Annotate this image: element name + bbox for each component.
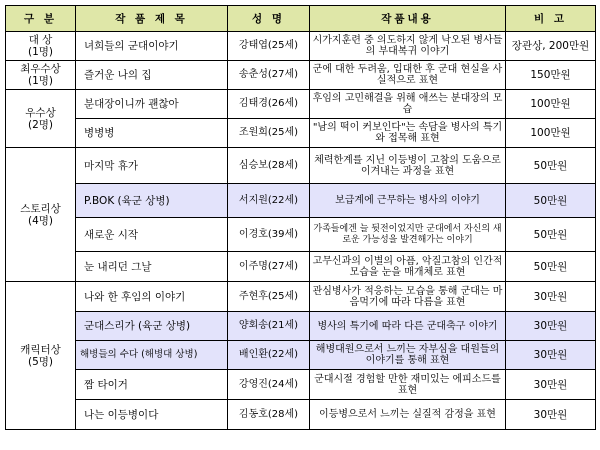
work-content: 이등병으로서 느끼는 실질적 감정을 표현 xyxy=(310,400,506,430)
author-name: 김동호(28세) xyxy=(228,400,310,430)
author-name: 강영진(24세) xyxy=(228,370,310,400)
prize-note: 150만원 xyxy=(506,61,596,90)
table-row xyxy=(6,341,596,370)
author-name: 김태경(26세) xyxy=(228,90,310,119)
header-row xyxy=(6,6,596,32)
author-name: 주현후(25세) xyxy=(228,282,310,312)
table-row xyxy=(6,400,596,430)
work-title: 마지막 휴가 xyxy=(76,148,228,184)
work-content: 해병대원으로서 느끼는 자부심을 대원들의 이야기를 통해 표현 xyxy=(310,341,506,370)
table-row xyxy=(6,184,596,218)
header-author: 성 명 xyxy=(228,6,310,32)
author-name: 배인환(22세) xyxy=(228,341,310,370)
table-row xyxy=(6,90,596,119)
awards-table-wrapper xyxy=(5,5,595,445)
prize-note: 30만원 xyxy=(506,370,596,400)
work-title: 새로운 시작 xyxy=(76,218,228,252)
work-content: 군에 대한 두려움, 입대한 후 군대 현실을 사실적으로 표현 xyxy=(310,61,506,90)
table-row xyxy=(6,252,596,282)
work-title: 병병병 xyxy=(76,119,228,148)
author-name: 심승보(28세) xyxy=(228,148,310,184)
category-grand-prize: 대 상 (1명) xyxy=(6,32,76,61)
work-title: 군대스리가 (육군 상병) xyxy=(76,312,228,341)
prize-note: 100만원 xyxy=(506,119,596,148)
work-content: "남의 떡이 커보인다"는 속담을 병사의 특기와 접목해 표현 xyxy=(310,119,506,148)
work-title: 나와 한 후임의 이야기 xyxy=(76,282,228,312)
category-character: 캐릭터상 (5명) xyxy=(6,282,76,430)
table-row xyxy=(6,148,596,184)
work-title: P.BOK (육군 상병) xyxy=(76,184,228,218)
work-content: 보급계에 근무하는 병사의 이야기 xyxy=(310,184,506,218)
prize-note: 50만원 xyxy=(506,148,596,184)
work-title: 나는 이등병이다 xyxy=(76,400,228,430)
author-name: 이주명(27세) xyxy=(228,252,310,282)
table-row xyxy=(6,370,596,400)
prize-note: 50만원 xyxy=(506,252,596,282)
prize-note: 100만원 xyxy=(506,90,596,119)
table-row xyxy=(6,282,596,312)
work-content: 후임의 고민해결을 위해 애쓰는 분대장의 모습 xyxy=(310,90,506,119)
work-content: 군대시절 경험할 만한 재미있는 에피소드를 표현 xyxy=(310,370,506,400)
work-title: 해병들의 수다 (해병대 상병) xyxy=(76,341,228,370)
table-row xyxy=(6,32,596,61)
work-content: 고무신과의 이별의 아픔, 악질고참의 인간적 모습을 눈을 매개체로 표현 xyxy=(310,252,506,282)
header-content: 작품내용 xyxy=(310,6,506,32)
table-row xyxy=(6,218,596,252)
category-story: 스토리상 (4명) xyxy=(6,148,76,282)
prize-note: 30만원 xyxy=(506,282,596,312)
author-name: 이경호(39세) xyxy=(228,218,310,252)
work-title: 녀희들의 군대이야기 xyxy=(76,32,228,61)
work-content: 체력한계를 지닌 이등병이 고참의 도움으로 이겨내는 과정을 표현 xyxy=(310,148,506,184)
header-category: 구 분 xyxy=(6,6,76,32)
work-title: 짬 타이거 xyxy=(76,370,228,400)
author-name: 조원희(25세) xyxy=(228,119,310,148)
category-excellence: 최우수상 (1명) xyxy=(6,61,76,90)
prize-note: 50만원 xyxy=(506,184,596,218)
prize-note: 장관상, 200만원 xyxy=(506,32,596,61)
work-content: 관심병사가 적응하는 모습을 통해 군대는 마음먹기에 따라 다름을 표현 xyxy=(310,282,506,312)
work-title: 즐거운 나의 집 xyxy=(76,61,228,90)
table-row xyxy=(6,119,596,148)
header-title: 작 품 제 목 xyxy=(76,6,228,32)
prize-note: 50만원 xyxy=(506,218,596,252)
author-name: 강태엽(25세) xyxy=(228,32,310,61)
awards-table xyxy=(5,5,596,430)
table-row xyxy=(6,312,596,341)
work-content: 가족들에겐 늘 뒷전이었지만 군대에서 자신의 새로운 가능성을 발견해가는 이야기 xyxy=(310,218,506,252)
prize-note: 30만원 xyxy=(506,400,596,430)
category-merit: 우수상 (2명) xyxy=(6,90,76,148)
work-content: 시가지훈련 중 의도하지 않게 낙오된 병사들의 부대복귀 이야기 xyxy=(310,32,506,61)
author-name: 송춘성(27세) xyxy=(228,61,310,90)
work-title: 분대장이니까 괜찮아 xyxy=(76,90,228,119)
header-note: 비 고 xyxy=(506,6,596,32)
work-title: 눈 내리던 그날 xyxy=(76,252,228,282)
prize-note: 30만원 xyxy=(506,312,596,341)
work-content: 병사의 특기에 따라 다른 군대축구 이야기 xyxy=(310,312,506,341)
table-row xyxy=(6,61,596,90)
author-name: 서지원(22세) xyxy=(228,184,310,218)
prize-note: 30만원 xyxy=(506,341,596,370)
author-name: 양회송(21세) xyxy=(228,312,310,341)
